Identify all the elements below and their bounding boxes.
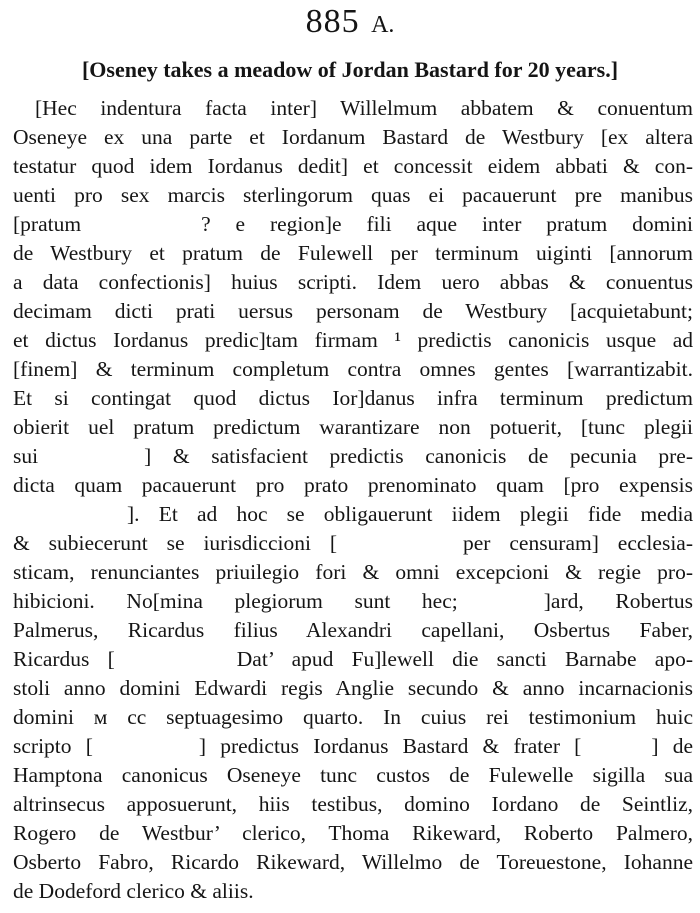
text-line: de Westbury et pratum de Fulewell per terminum uiginti [annorum [13,241,693,265]
text-line: Et si contingat quod dictus Ior]danus infra terminum predictum [13,386,693,410]
charter-number [0,2,700,45]
text-line: Oseneye ex una parte et Iordanum Bastard de Westbury [ex altera [13,125,693,149]
charter-number-value: 885 [305,3,360,40]
text-line: hibicioni. No[mina plegiorum sunt hec; ]ard, Robertus [13,589,693,613]
text-line: sticam, renunciantes priuilegio fori & omni excepcioni & regie pro- [13,560,693,584]
text-line: sui ] & satisfacient predictis canonicis de pecunia pre- [13,444,693,468]
text-line: Palmerus, Ricardus filius Alexandri capellani, Osbertus Faber, [13,618,693,642]
charter-heading: [Oseney takes a meadow of Jordan Bastard for 20 years.] [81,57,619,82]
text-line: Rogero de Westbur’ clerico, Thoma Rikeward, Roberto Palmero, [13,821,693,845]
text-line: et dictus Iordanus predic]tam firmam ¹ predictis canonicis usque ad [13,328,693,352]
charter-number-suffix: A. [371,12,395,38]
text-line: [Hec indentura facta inter] Willelmum abbatem & conuentum [35,96,693,120]
text-line: altrinsecus apposuerunt, hiis testibus, domino Iordano de Seintliz, [13,792,693,816]
text-line: Hamptona canonicus Oseneye tunc custos de Fulewelle sigilla sua [13,763,693,787]
text-line: decimam dicti prati uersus personam de Westbury [acquietabunt; [13,299,693,323]
text-line: scripto [ ] predictus Iordanus Bastard & frater [ ] de [13,734,693,758]
text-line: uenti pro sex marcis sterlingorum quas ei pacauerunt pre manibus [13,183,693,207]
text-line: [pratum ? e region]e fili aque inter pratum domini [13,212,693,236]
text-line: dicta quam pacauerunt pro prato prenominato quam [pro expensis [13,473,693,497]
text-line: & subiecerunt se iurisdiccioni [ per censuram] ecclesia- [13,531,693,555]
text-line: obierit uel pratum predictum warantizare non potuerit, [tunc plegii [13,415,693,439]
text-line: de Dodeford clerico & aliis. [13,879,254,903]
text-line: a data confectionis] huius scripti. Idem uero abbas & conuentus [13,270,693,294]
text-line: domini м cc septuagesimo quarto. In cuius rei testimonium huic [13,705,693,729]
text-line: testatur quod idem Iordanus dedit] et concessit eidem abbati & con- [13,154,693,178]
text-line: Ricardus [ Dat’ apud Fu]lewell die sancti Barnabe apo- [13,647,693,671]
text-line: ]. Et ad hoc se obligauerunt iidem plegii fide media [127,502,693,526]
text-line: [finem] & terminum completum contra omnes gentes [warrantizabit. [13,357,693,381]
charter-body [13,94,693,906]
text-line: Osberto Fabro, Ricardo Rikeward, Willelmo de Toreuestone, Iohanne [13,850,693,874]
text-line: stoli anno domini Edwardi regis Anglie secundo & anno incarnacionis [13,676,693,700]
